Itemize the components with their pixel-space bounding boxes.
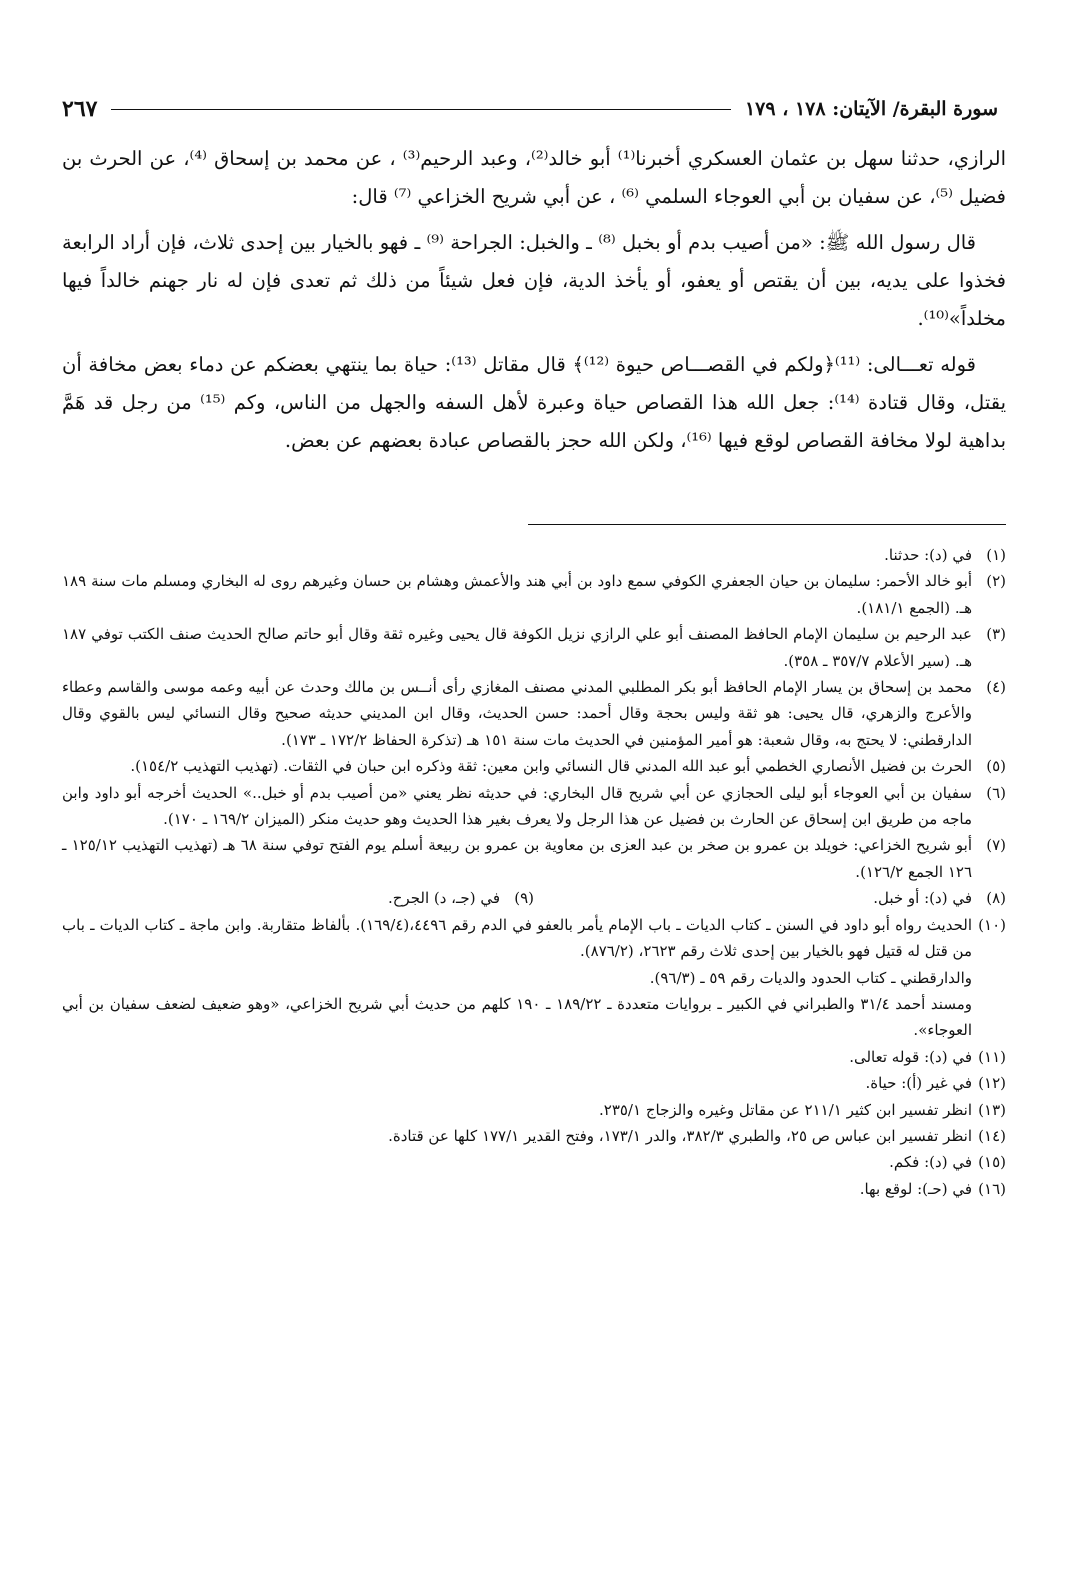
footnote-number: (١٤) <box>978 1126 1006 1145</box>
footnote-2 <box>62 568 1006 621</box>
footnote-text: انظر تفسير ابن عباس ص ٢٥، والطبري ٣٨٢/٣، والدر ١٧٣/١، وفتح القدير ١٧٧/١ كلها عن قتادة. <box>388 1126 972 1145</box>
footnote-15 <box>62 1149 1006 1175</box>
running-header <box>62 92 998 126</box>
footnote-text: انظر تفسير ابن كثير ٢١١/١ عن مقاتل وغيره والزجاج ٢٣٥/١. <box>598 1100 972 1119</box>
footnote-number: (١٦) <box>978 1179 1006 1198</box>
footnote-12 <box>62 1070 1006 1096</box>
footnote-13 <box>62 1097 1006 1123</box>
footnote-text: محمد بن إسحاق بن يسار الإمام الحافظ أبو بكر المطلبي المدني مصنف المغازي رأى أنــس بن مالك وحدث عن أبيه وعمه موسى والقاسم وعطاء والأعرج والزهري، قال يحيى: هو ثقة وليس بحجة وقال أحمد: حسن الحديث، وقال ابن المديني حديثه صحيح وقال النسائي ليس بالقوي وقال الدارقطني: لا يحتج به، وقال شعبة: هو أمير المؤمنين في الحديث مات سنة ١٥١ هـ (تذكرة الحفاظ ١٧٢/٢ ـ ١٧٣). <box>62 678 972 749</box>
footnote-4 <box>62 674 1006 753</box>
footnote-number: (٦) <box>986 783 1006 802</box>
footnote-5 <box>62 753 1006 779</box>
footnote-14 <box>62 1123 1006 1149</box>
footnote-text: في غير (أ): حياة. <box>865 1074 972 1093</box>
footnote-number: (١٣) <box>978 1100 1006 1119</box>
footnote-text: في (د): قوله تعالى. <box>849 1047 972 1066</box>
footnote-7 <box>62 832 1006 885</box>
footnote-number: (٤) <box>986 678 1006 697</box>
footnote-text: أبو خالد الأحمر: سليمان بن حيان الجعفري الكوفي سمع داود بن أبي هند والأعمش وهشام بن حسان وغيرهم روى له البخاري ومسلم مات سنة ١٨٩ هـ. (الجمع ١٨١/١). <box>62 572 972 617</box>
footnote-text: الحرث بن فضيل الأنصاري الخطمي أبو عبد الله المدني قال النسائي وابن معين: ثقة وذكره ابن حبان في الثقات. (تهذيب التهذيب ١٥٤/٢). <box>130 757 972 776</box>
footnote-text: سفيان بن أبي العوجاء أبو ليلى الحجازي عن أبي شريح قال البخاري: في حديثه نظر يعني «من أصيب بدم أو خبل..» الحديث أخرجه أبو داود وابن ماجه من طريق ابن إسحاق عن الحارث بن فضيل عن هذا الرجل ولا يعرف بغير هذا الحديث وهو حديث منكر (الميزان ١٦٩/٢ ـ ١٧٠). <box>62 783 972 829</box>
footnote-number: (٥) <box>986 757 1006 776</box>
footnote-10 <box>62 912 1006 965</box>
footnote-text: في (د): حدثنا. <box>884 546 972 564</box>
footnote-1 <box>62 542 1006 568</box>
footnote-text: في (جـ، د) الجرح. <box>387 889 500 908</box>
footnote-16 <box>62 1176 1006 1202</box>
footnote-6 <box>62 780 1006 833</box>
surah-title: سورة البقرة/ الآيتان: ١٧٨ ، ١٧٩ <box>744 98 998 120</box>
footnote-number: (٧) <box>986 836 1006 855</box>
footnote-number: (٨) <box>986 889 1006 908</box>
footnote-number: (١٢) <box>978 1074 1006 1093</box>
footnote-text: في (د): أو خبل. <box>873 889 972 908</box>
footnote-text: في (د): فكم. <box>889 1153 972 1172</box>
footnote-number: (٢) <box>986 572 1006 591</box>
footnote-10-continuation: ومسند أحمد ٣١/٤ والطبراني في الكبير ـ بروايات متعددة ـ ١٨٩/٢٢ ـ ١٩٠ كلهم من حديث أبي شريح الخزاعي، «وهو ضعيف لضعف سفيان بن أبي العوجاء». <box>62 994 972 1040</box>
footnote-8 <box>534 885 1006 911</box>
footnote-row-8-9 <box>62 885 1006 911</box>
footnote-10-continuation: والدارقطني ـ كتاب الحدود والديات رقم ٥٩ ـ (٩٦/٣). <box>649 968 972 987</box>
footnote-text: الحديث رواه أبو داود في السنن ـ كتاب الديات ـ باب الإمام يأمر بالعفو في الدم رقم ٤٤٩٦،(١٦٩/٤). بألفاظ متقاربة. وابن ماجة ـ كتاب الديات ـ باب من قتل له قتيل فهو بالخيار بين إحدى ثلاث رقم ٢٦٢٣، (٨٧٦/٢). <box>62 915 972 961</box>
footnote-text: أبو شريح الخزاعي: خويلد بن عمرو بن صخر بن عبد العزى بن معاوية بن عمرو بن ربيعة أسلم يوم الفتح توفي سنة ٦٨ هـ (تهذيب التهذيب ١٢٥/١٢ ـ ١٢٦ الجمع ١٢٦/٢). <box>62 836 972 881</box>
footnote-number: (٣) <box>986 625 1006 644</box>
footnote-number: (٩) <box>514 889 534 908</box>
footnote-divider <box>528 524 1006 525</box>
footnote-9 <box>62 885 534 911</box>
footnote-text: في (حـ): لوقع بها. <box>859 1179 972 1198</box>
footnote-3 <box>62 621 1006 674</box>
header-rule <box>111 109 731 110</box>
main-text <box>62 140 1006 468</box>
footnote-text: عبد الرحيم بن سليمان الإمام الحافظ المصنف أبو علي الرازي نزيل الكوفة قال يحيى وغيره ثقة وقال أبو حاتم صالح الحديث صنف الكتب توفي ١٨٧ هـ. (سير الأعلام ٣٥٧/٧ ـ ٣٥٨). <box>62 625 972 670</box>
paragraph-tafsir: قوله تعـــالى: ⁽¹¹⁾﴿ولكم في القصـــاص حيوة ⁽¹²⁾﴾ قال مقاتل ⁽¹³⁾: حياة بما ينتهي بعضكم عن دماء بعض مخافة أن يقتل، وقال قتادة ⁽¹⁴⁾: جعل الله هذا القصاص حياة وعبرة لأهل السفه والجهل من الناس، وكم ⁽¹⁵⁾ من رجل قد هَمَّ بداهية لولا مخافة القصاص لوقع فيها ⁽¹⁶⁾، ولكن الله حجز بالقصاص عبادة بعضهم عن بعض. <box>62 353 1007 452</box>
footnote-number: (١) <box>986 546 1006 564</box>
paragraph-hadith: قال رسول الله ﷺ: «من أصيب بدم أو بخبل ⁽⁸⁾ ـ والخبل: الجراحة ⁽⁹⁾ ـ فهو بالخيار بين إحدى ثلاث، فإن أراد الرابعة فخذوا على يديه، بين أن يقتص أو يعفو، أو يأخذ الدية، فإن فعل شيئاً من ذلك ثم تعدى فإن له نار جهنم خالداً فيها مخلداً»⁽¹⁰⁾. <box>62 231 1006 330</box>
footnote-number: (١٠) <box>978 915 1006 934</box>
page-number: ٢٦٧ <box>62 96 98 122</box>
footnote-number: (١١) <box>978 1047 1006 1066</box>
footnote-number: (١٥) <box>978 1153 1006 1172</box>
footnotes <box>62 542 1006 1202</box>
footnote-11 <box>62 1044 1006 1070</box>
paragraph-isnad: الرازي، حدثنا سهل بن عثمان العسكري أخبرنا⁽¹⁾ أبو خالد⁽²⁾، وعبد الرحيم⁽³⁾ ، عن محمد بن إسحاق ⁽⁴⁾، عن الحرث بن فضيل ⁽⁵⁾، عن سفيان بن أبي العوجاء السلمي ⁽⁶⁾ ، عن أبي شريح الخزاعي ⁽⁷⁾ قال: <box>62 147 1006 208</box>
